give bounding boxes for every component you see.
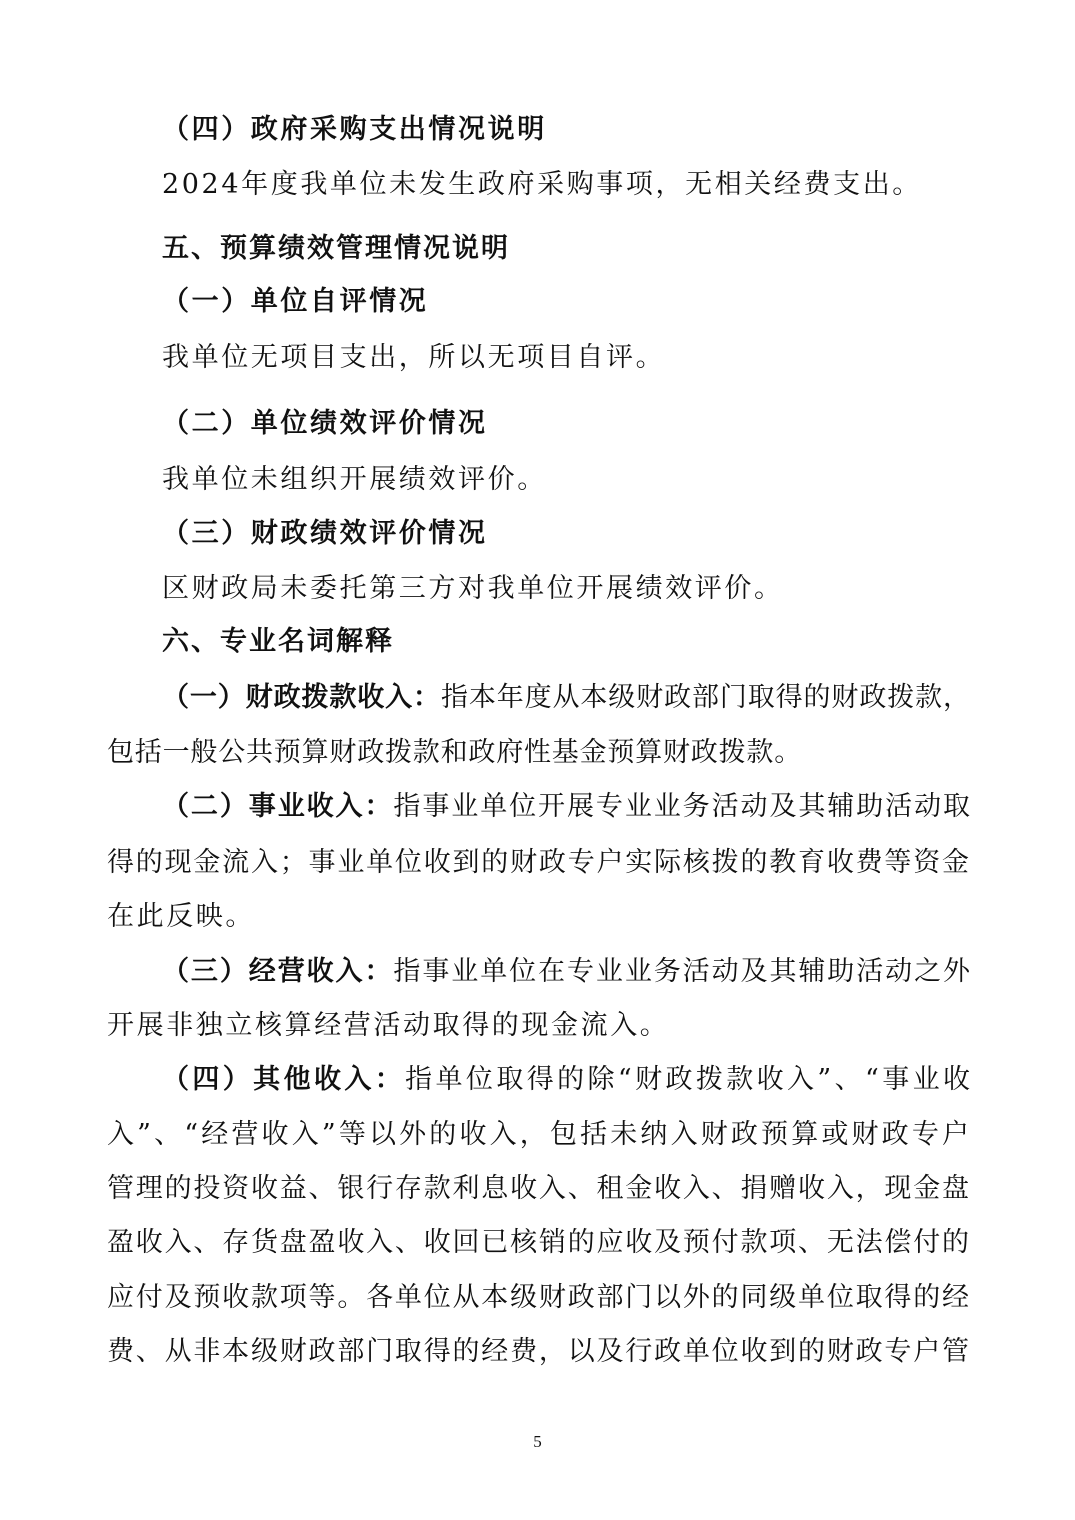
section-title-budget-performance: 五、预算绩效管理情况说明 [162, 233, 510, 264]
glossary-line: 盈收入、存货盘盈收入、收回已核销的应收及预付款项、无法偿付的 [107, 1227, 969, 1258]
term-definition: 指本年度从本级财政部门取得的财政拨款， [440, 682, 971, 713]
heading-fiscal-performance: （三）财政绩效评价情况 [162, 518, 488, 549]
term-label: （四）其他收入： [162, 1064, 406, 1095]
glossary-term-operating-income [162, 955, 970, 989]
paragraph-unit-performance: 我单位未组织开展绩效评价。 [162, 464, 547, 495]
glossary-term-other-income [162, 1063, 970, 1097]
glossary-line: 得的现金流入；事业单位收到的财政专户实际核拨的教育收费等资金 [107, 847, 969, 878]
glossary-term-business-income [162, 790, 970, 824]
term-definition: 指单位取得的除“财政拨款收入”、“事业收 [405, 1064, 970, 1095]
term-label: （三）经营收入： [162, 956, 394, 987]
term-definition: 指事业单位开展专业业务活动及其辅助活动取 [393, 791, 971, 822]
glossary-line: 入”、“经营收入”等以外的收入，包括未纳入财政预算或财政专户 [107, 1119, 969, 1150]
heading-unit-performance: （二）单位绩效评价情况 [162, 408, 488, 439]
glossary-term-fiscal-appropriation [162, 681, 970, 715]
term-label: （二）事业收入： [162, 791, 394, 822]
paragraph-gov-procurement: 2024年度我单位未发生政府采购事项，无相关经费支出。 [162, 169, 922, 200]
heading-self-evaluation: （一）单位自评情况 [162, 286, 429, 317]
glossary-line: 包括一般公共预算财政拨款和政府性基金预算财政拨款。 [107, 737, 802, 768]
paragraph-fiscal-performance: 区财政局未委托第三方对我单位开展绩效评价。 [162, 573, 784, 604]
paragraph-self-evaluation: 我单位无项目支出，所以无项目自评。 [162, 342, 666, 373]
glossary-line: 开展非独立核算经营活动取得的现金流入。 [107, 1010, 670, 1041]
page-number: 5 [533, 1432, 542, 1451]
glossary-line: 应付及预收款项等。各单位从本级财政部门以外的同级单位取得的经 [107, 1282, 969, 1313]
glossary-line: 费、从非本级财政部门取得的经费，以及行政单位收到的财政专户管 [107, 1336, 969, 1367]
term-definition: 指事业单位在专业业务活动及其辅助活动之外 [393, 956, 971, 987]
term-label: （一）财政拨款收入： [162, 682, 441, 713]
section-title-glossary: 六、专业名词解释 [162, 626, 394, 657]
heading-gov-procurement: （四）政府采购支出情况说明 [162, 114, 547, 145]
glossary-line: 管理的投资收益、银行存款利息收入、租金收入、捐赠收入，现金盘 [107, 1173, 969, 1204]
glossary-line: 在此反映。 [107, 901, 255, 932]
